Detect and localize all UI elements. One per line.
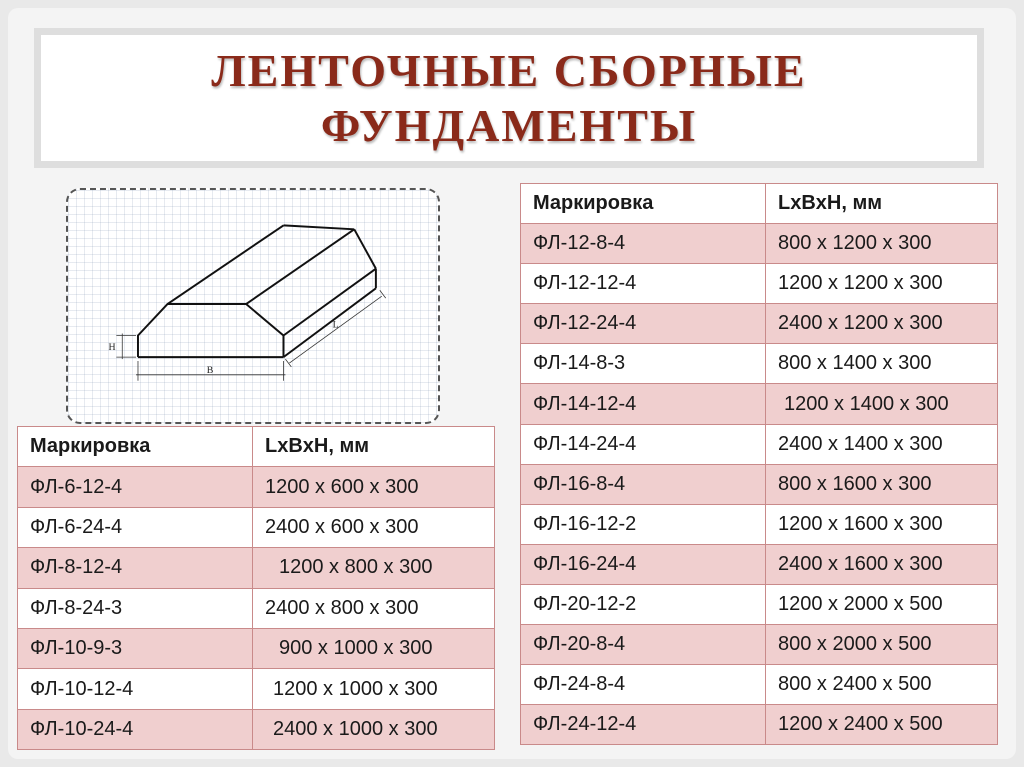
cell-marking: ФЛ-16-12-2 xyxy=(521,504,766,544)
title-line-1: ЛЕНТОЧНЫЕ СБОРНЫЕ xyxy=(211,45,807,96)
table-header-row xyxy=(521,184,998,224)
dimension-label-h: H xyxy=(108,342,116,354)
cell-dimensions: 900 х 1000 х 300 xyxy=(253,628,495,668)
cell-marking: ФЛ-6-24-4 xyxy=(18,507,253,547)
cell-marking: ФЛ-20-8-4 xyxy=(521,625,766,665)
cell-marking: ФЛ-14-24-4 xyxy=(521,424,766,464)
cell-dimensions: 2400 х 600 х 300 xyxy=(253,507,495,547)
table-row xyxy=(521,504,998,544)
cell-marking: ФЛ-20-12-2 xyxy=(521,584,766,624)
header-marking: Маркировка xyxy=(18,427,253,467)
cell-marking: ФЛ-10-9-3 xyxy=(18,628,253,668)
cell-dimensions: 1200 х 1400 х 300 xyxy=(766,384,998,424)
table-row xyxy=(18,709,495,749)
foundation-block-svg xyxy=(68,190,438,422)
cell-dimensions: 2400 х 1200 х 300 xyxy=(766,304,998,344)
cell-marking: ФЛ-12-24-4 xyxy=(521,304,766,344)
cell-marking: ФЛ-16-8-4 xyxy=(521,464,766,504)
foundation-block-drawing xyxy=(66,188,440,424)
cell-dimensions: 1200 х 2400 х 500 xyxy=(766,705,998,745)
foundation-table-left xyxy=(17,426,495,750)
cell-dimensions: 800 х 1200 х 300 xyxy=(766,224,998,264)
cell-dimensions: 800 х 1400 х 300 xyxy=(766,344,998,384)
table-row xyxy=(521,705,998,745)
table-row xyxy=(521,544,998,584)
cell-dimensions: 1200 х 800 х 300 xyxy=(253,548,495,588)
cell-marking: ФЛ-10-24-4 xyxy=(18,709,253,749)
table-row xyxy=(521,424,998,464)
cell-dimensions: 800 х 1600 х 300 xyxy=(766,464,998,504)
cell-marking: ФЛ-16-24-4 xyxy=(521,544,766,584)
page-title xyxy=(211,43,806,153)
cell-dimensions: 1200 х 1000 х 300 xyxy=(253,669,495,709)
dimension-label-b: B xyxy=(206,364,214,376)
cell-marking: ФЛ-24-12-4 xyxy=(521,705,766,745)
table-row xyxy=(18,628,495,668)
title-box xyxy=(34,28,984,168)
cell-marking: ФЛ-12-12-4 xyxy=(521,264,766,304)
table-row xyxy=(521,264,998,304)
table-row xyxy=(18,548,495,588)
title-line-2: ФУНДАМЕНТЫ xyxy=(320,100,698,151)
cell-dimensions: 1200 х 2000 х 500 xyxy=(766,584,998,624)
cell-dimensions: 1200 х 1600 х 300 xyxy=(766,504,998,544)
table-row xyxy=(521,344,998,384)
table-row xyxy=(521,384,998,424)
dimension-label-l: L xyxy=(332,319,339,331)
cell-dimensions: 2400 х 800 х 300 xyxy=(253,588,495,628)
header-marking: Маркировка xyxy=(521,184,766,224)
cell-dimensions: 800 х 2000 х 500 xyxy=(766,625,998,665)
cell-dimensions: 1200 х 1200 х 300 xyxy=(766,264,998,304)
cell-marking: ФЛ-8-12-4 xyxy=(18,548,253,588)
cell-dimensions: 1200 х 600 х 300 xyxy=(253,467,495,507)
cell-marking: ФЛ-10-12-4 xyxy=(18,669,253,709)
cell-dimensions: 800 х 2400 х 500 xyxy=(766,665,998,705)
table-row xyxy=(18,669,495,709)
cell-dimensions: 2400 х 1600 х 300 xyxy=(766,544,998,584)
cell-marking: ФЛ-6-12-4 xyxy=(18,467,253,507)
cell-marking: ФЛ-8-24-3 xyxy=(18,588,253,628)
table-row xyxy=(521,224,998,264)
header-dimensions: LxBxH, мм xyxy=(766,184,998,224)
cell-marking: ФЛ-14-12-4 xyxy=(521,384,766,424)
table-row xyxy=(521,665,998,705)
table-row xyxy=(18,467,495,507)
table-row xyxy=(521,464,998,504)
table-row xyxy=(521,584,998,624)
table-row xyxy=(521,304,998,344)
table-row xyxy=(521,625,998,665)
cell-marking: ФЛ-24-8-4 xyxy=(521,665,766,705)
cell-dimensions: 2400 х 1400 х 300 xyxy=(766,424,998,464)
header-dimensions: LxBxH, мм xyxy=(253,427,495,467)
cell-dimensions: 2400 х 1000 х 300 xyxy=(253,709,495,749)
foundation-table-right xyxy=(520,183,998,745)
cell-marking: ФЛ-14-8-3 xyxy=(521,344,766,384)
cell-marking: ФЛ-12-8-4 xyxy=(521,224,766,264)
table-row xyxy=(18,588,495,628)
table-header-row xyxy=(18,427,495,467)
table-row xyxy=(18,507,495,547)
